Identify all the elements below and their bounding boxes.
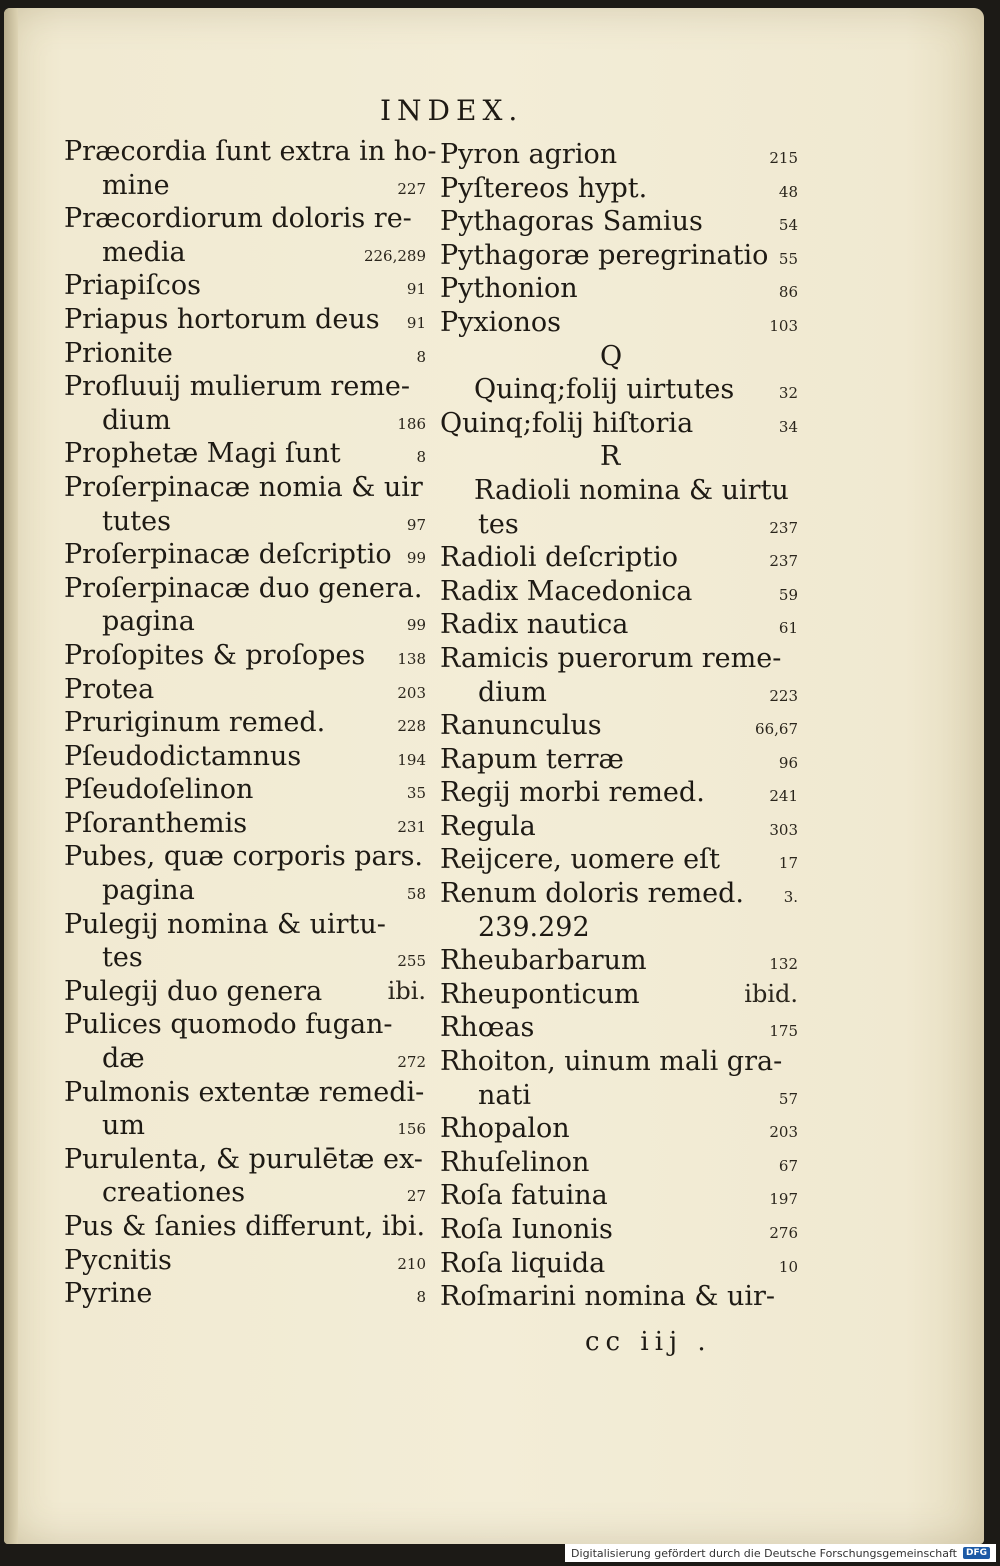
entry-page-ref: ibi. [387,976,426,1005]
index-entry [440,407,798,441]
index-entry [440,810,798,844]
entry-page-ref: 223 [769,686,798,705]
entry-page-ref: 103 [769,316,798,335]
entry-term: Pyrine [64,1278,153,1310]
dfg-logo-icon: DFG [963,1547,990,1559]
entry-page-ref: 132 [769,955,798,974]
entry-term: creationes [102,1177,246,1209]
entry-term: dium [102,404,171,436]
entry-page-ref: ibid. [744,979,798,1008]
entry-page-ref: 197 [769,1190,798,1209]
index-entry [440,642,798,676]
entry-term: Pulices quomodo fugan- [64,1009,393,1041]
entry-term: Proſerpinacæ deſcriptio [64,539,392,571]
index-column-left [64,135,437,1311]
page-edge [4,8,18,1544]
index-entry [440,272,798,306]
entry-term: Radioli deſcriptio [440,542,679,574]
entry-term: Pulmonis extentæ remedi- [64,1076,425,1108]
index-entry [64,202,426,236]
index-entry [440,743,798,777]
index-column-right [440,138,798,1314]
page-header: INDEX. [380,94,524,127]
entry-page-ref: 237 [769,552,798,571]
entry-term: tutes [102,505,171,537]
entry-page-ref: 237 [769,518,798,537]
entry-term: media [102,236,186,268]
entry-term: Pythagoræ peregrinatio [440,239,769,271]
entry-term: Pulegij nomina & uirtu- [64,908,386,940]
entry-term: Rapum terræ [440,743,624,775]
index-entry [64,941,426,975]
index-entry [64,471,426,505]
entry-page-ref: 32 [778,384,798,403]
entry-term: Pythagoras Samius [440,206,703,238]
entry-page-ref: 241 [769,787,798,806]
index-entry [64,370,426,404]
entry-page-ref: 227 [397,179,426,198]
index-entry [64,740,426,774]
index-entry [64,437,426,471]
entry-term: Protea [64,673,155,705]
entry-term: Proſerpinacæ nomia & uir [64,471,423,503]
index-entry [440,1213,798,1247]
entry-term: Pſeudodictamnus [64,740,302,772]
index-entry [440,1011,798,1045]
entry-page-ref: 99 [406,549,426,568]
index-entry [440,1247,798,1281]
entry-term: Pulegij duo genera [64,975,323,1007]
entry-page-ref: 57 [778,1089,798,1108]
entry-page-ref: 303 [769,820,798,839]
index-entry [440,911,798,945]
entry-term: Proſopites & proſopes [64,639,366,671]
index-entry [440,944,798,978]
entry-page-ref: 86 [778,283,798,302]
entry-page-ref: 272 [397,1053,426,1072]
entry-page-ref: 66,67 [755,720,798,739]
entry-page-ref: 91 [406,280,426,299]
entry-term: Profluuij mulierum reme- [64,371,411,403]
entry-term: Priapus hortorum deus [64,303,380,335]
entry-page-ref: 255 [397,952,426,971]
index-entry [440,205,798,239]
entry-page-ref: 215 [769,149,798,167]
entry-page-ref: 138 [397,649,426,668]
index-entry [440,608,798,642]
entry-term: dium [478,676,547,708]
index-entry [64,169,426,203]
index-entry [64,1277,426,1311]
entry-page-ref: 8 [416,448,426,467]
entry-page-ref: 276 [769,1224,798,1242]
digitization-footer [565,1544,996,1562]
index-entry [64,572,426,606]
entry-term: Pyxionos [440,306,562,338]
index-entry [440,877,798,911]
index-entry [64,673,426,707]
index-entry [64,605,426,639]
index-entry [440,1079,798,1113]
index-entry [64,1042,426,1076]
entry-page-ref: 8 [416,1288,426,1307]
entry-term: Pubes, quæ corporis pars. [64,841,424,873]
index-entry [64,1109,426,1143]
entry-term: Pus & ſanies differunt, ibi. [64,1211,426,1242]
entry-page-ref: 228 [397,717,426,736]
entry-term: Rheuponticum [440,978,640,1010]
index-entry [64,303,426,337]
index-entry [64,337,426,371]
entry-term: dæ [102,1043,145,1075]
index-entry [64,135,437,169]
footer-text: Digitalisierung gefördert durch die Deutsche Forschungsgemeinschaft [571,1546,957,1560]
entry-page-ref: 175 [769,1022,798,1041]
entry-page-ref: 194 [397,750,426,769]
entry-page-ref: 97 [406,515,426,534]
entry-page-ref: 226,289 [363,246,426,265]
entry-page-ref: 17 [778,854,798,873]
entry-term: Pſoranthemis [64,807,248,839]
entry-term: Regula [440,810,536,842]
index-entry [440,373,798,407]
entry-term: R [600,441,621,473]
entry-term: Quinq;folij hiſtoria [440,407,694,439]
entry-page-ref: 55 [778,249,798,268]
signature-mark: cc iij . [585,1327,712,1357]
entry-term: Ranunculus [440,710,602,742]
section-letter [440,440,798,474]
entry-page-ref: 35 [406,784,426,803]
index-entry [440,1045,798,1079]
index-entry [440,1179,798,1213]
index-entry [440,1280,798,1314]
index-entry [440,172,798,206]
entry-page-ref: 210 [397,1254,426,1273]
index-entry [64,773,426,807]
entry-term: Pyſtereos hypt. [440,172,648,204]
entry-term: Radix Macedonica [440,575,693,607]
entry-page-ref: 61 [778,619,798,638]
entry-term: mine [102,169,170,201]
entry-term: Pycnitis [64,1244,172,1276]
index-entry [64,639,426,673]
index-entry [440,776,798,810]
index-entry [64,505,426,539]
entry-term: Roſa fatuina [440,1180,608,1212]
entry-page-ref: 27 [406,1187,426,1206]
index-entry [64,538,426,572]
entry-page-ref: 99 [406,616,426,635]
entry-term: Quinq;folij uirtutes [474,374,735,406]
entry-term: pagina [102,606,195,638]
entry-term: Q [600,340,623,372]
entry-page-ref: 156 [397,1120,426,1139]
index-entry [440,541,798,575]
index-entry [64,840,426,874]
section-letter [440,340,798,374]
entry-term: 239.292 [478,911,590,943]
index-entry [440,239,798,273]
entry-term: Præcordia ſunt extra in ho- [64,136,437,167]
index-entry [440,474,798,508]
entry-page-ref: 59 [778,585,798,604]
entry-term: Pruriginum remed. [64,707,326,739]
index-entry [64,1244,426,1278]
index-entry [64,1210,426,1244]
entry-term: Pythonion [440,273,578,305]
entry-term: Roſa liquida [440,1247,606,1279]
index-entry [64,975,426,1009]
entry-term: Rhoiton, uinum mali gra- [440,1046,783,1078]
entry-term: Rheubarbarum [440,945,647,977]
index-entry [440,978,798,1012]
entry-page-ref: 203 [769,1123,798,1142]
entry-term: um [102,1110,145,1142]
index-entry [64,236,426,270]
entry-term: tes [102,942,143,974]
entry-page-ref: 3. [783,888,798,907]
entry-term: tes [478,508,519,540]
index-entry [440,1146,798,1180]
entry-term: Priapiſcos [64,270,201,302]
entry-term: Radioli nomina & uirtu [474,474,789,506]
index-entry [64,1143,426,1177]
entry-page-ref: 67 [778,1156,798,1175]
entry-term: Regij morbi remed. [440,777,705,809]
index-entry [440,676,798,710]
index-entry [440,709,798,743]
entry-term: Præcordiorum doloris re- [64,203,412,235]
index-entry [64,874,426,908]
index-entry [64,1076,426,1110]
index-entry [64,908,426,942]
entry-term: Pyron agrion [440,139,618,170]
index-entry [440,508,798,542]
index-entry [64,1176,426,1210]
entry-page-ref: 54 [778,216,798,235]
index-entry [64,1008,426,1042]
entry-term: Reijcere, uomere eſt [440,844,720,876]
entry-term: Proſerpinacæ duo genera. [64,572,423,604]
index-entry [64,269,426,303]
index-entry [440,575,798,609]
entry-term: Ramicis puerorum reme- [440,642,782,674]
entry-page-ref: 203 [397,683,426,702]
entry-page-ref: 8 [416,347,426,366]
entry-term: Radix nautica [440,609,629,641]
entry-page-ref: 58 [406,885,426,904]
entry-term: Roſmarini nomina & uir- [440,1281,776,1313]
entry-page-ref: 48 [778,182,798,201]
entry-term: Pſeudoſelinon [64,774,254,806]
entry-term: Renum doloris remed. [440,878,745,910]
entry-term: pagina [102,875,195,907]
index-entry [440,843,798,877]
index-entry [64,404,426,438]
entry-page-ref: 10 [778,1257,798,1276]
entry-page-ref: 186 [397,414,426,433]
entry-term: nati [478,1079,531,1111]
entry-page-ref: 231 [397,817,426,836]
entry-term: Prionite [64,337,173,369]
index-entry [440,138,798,172]
entry-term: Roſa Iunonis [440,1214,613,1245]
entry-page-ref: 34 [778,417,798,436]
index-entry [64,706,426,740]
index-entry [440,1112,798,1146]
entry-term: Purulenta, & purulētæ ex- [64,1143,423,1175]
entry-page-ref: 96 [778,753,798,772]
entry-term: Rhuſelinon [440,1146,590,1178]
entry-term: Rhopalon [440,1113,570,1145]
index-entry [440,306,798,340]
entry-term: Prophetæ Magi ſunt [64,438,341,470]
entry-term: Rhœas [440,1012,535,1044]
entry-page-ref: 91 [406,313,426,332]
index-entry [64,807,426,841]
